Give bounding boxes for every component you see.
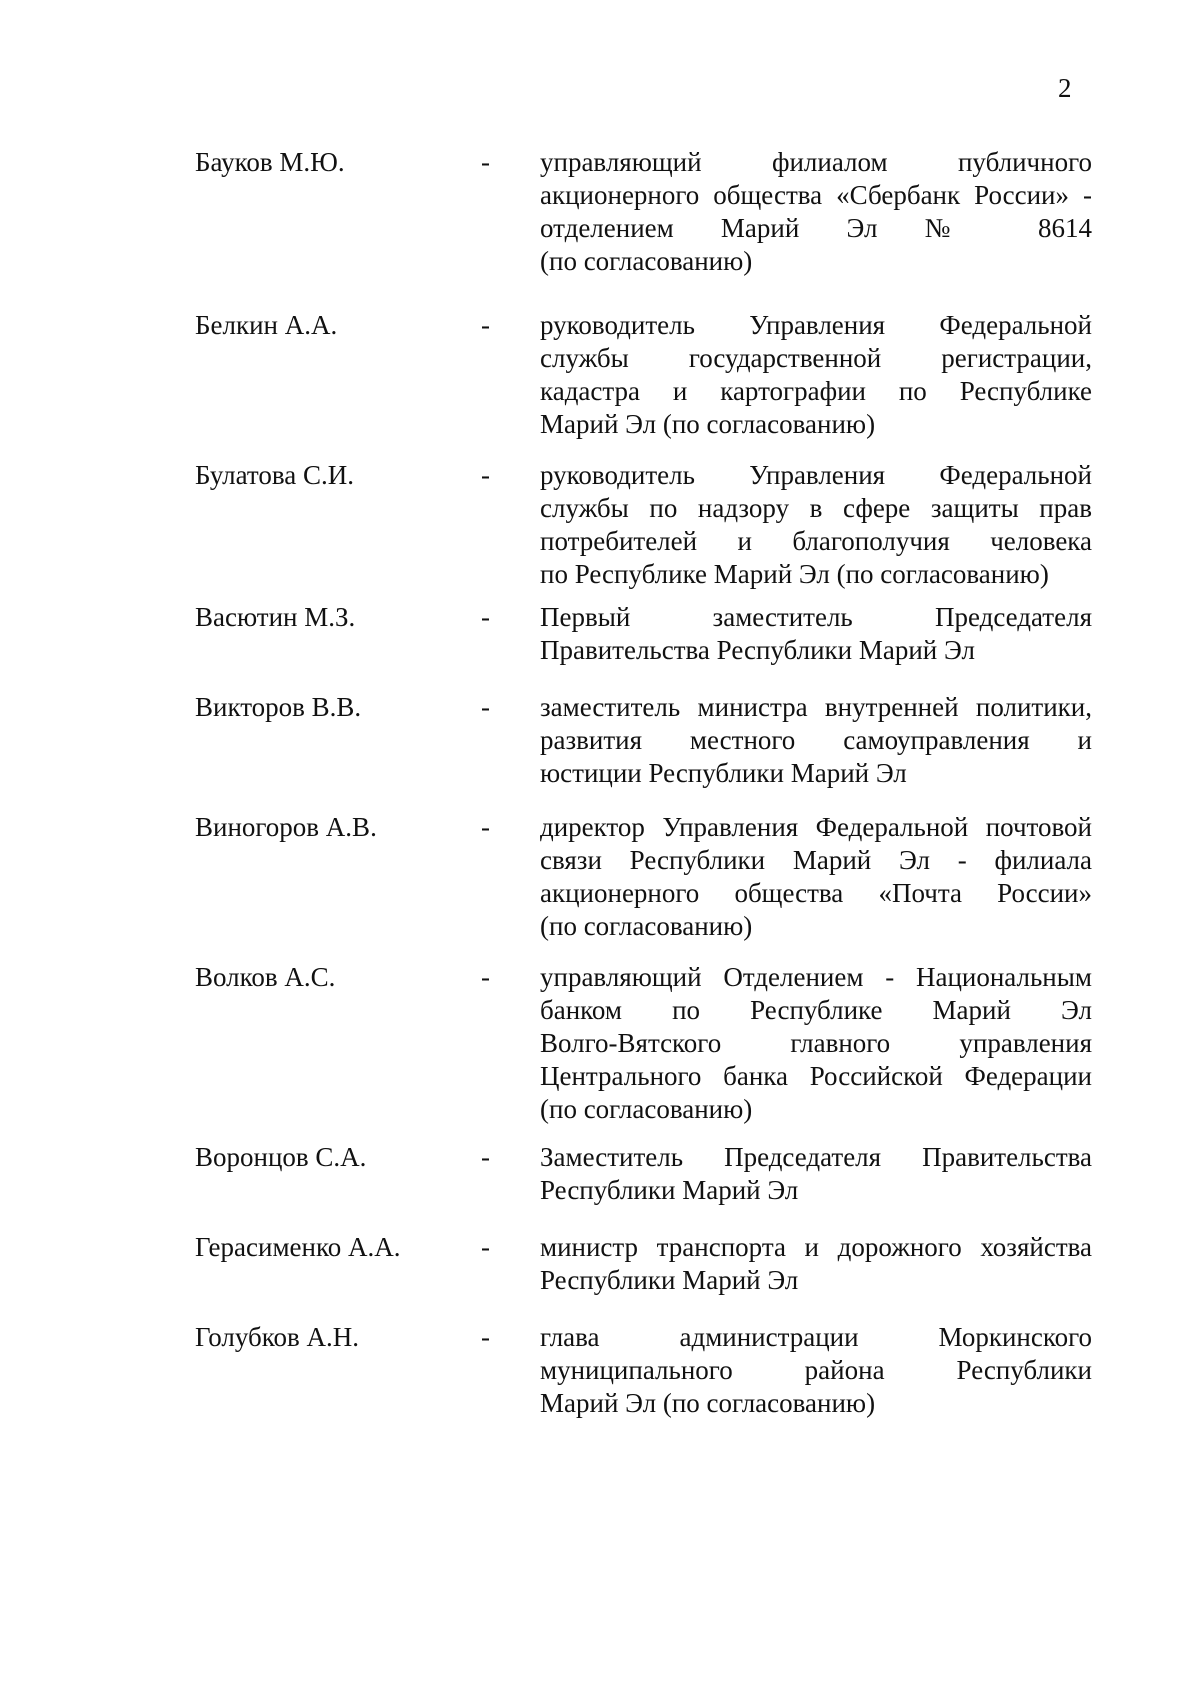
member-name: Воронцов С.А. — [195, 1142, 367, 1172]
position-line: банком по Республике Марий Эл — [540, 995, 1092, 1025]
separator-dash: - — [481, 812, 490, 842]
position-line: Заместитель Председателя Правительства — [540, 1142, 1092, 1172]
position-line: заместитель министра внутренней политики, — [540, 692, 1092, 722]
page-number: 2 — [1058, 73, 1072, 103]
member-position — [540, 1141, 1092, 1207]
separator-dash: - — [481, 147, 490, 177]
list-item — [0, 601, 1200, 665]
member-position — [540, 811, 1092, 943]
position-line: кадастра и картографии по Республике — [540, 376, 1092, 406]
position-line: службы государственной регистрации, — [540, 343, 1092, 373]
list-item — [0, 961, 1200, 1124]
member-name: Викторов В.В. — [195, 692, 362, 722]
position-line: Первый заместитель Председателя — [540, 602, 1092, 632]
position-line: Республики Марий Эл — [540, 1265, 799, 1295]
separator-dash: - — [481, 1232, 490, 1262]
separator-dash: - — [481, 692, 490, 722]
position-line: акционерного общества «Почта России» — [540, 878, 1092, 908]
position-line: директор Управления Федеральной почтовой — [540, 812, 1092, 842]
position-line: руководитель Управления Федеральной — [540, 310, 1092, 340]
separator-dash: - — [481, 1142, 490, 1172]
position-line: по Республике Марий Эл (по согласованию) — [540, 559, 1049, 589]
list-item — [0, 1321, 1200, 1418]
list-item — [0, 1141, 1200, 1205]
member-position — [540, 459, 1092, 591]
separator-dash: - — [481, 602, 490, 632]
member-name: Васютин М.З. — [195, 602, 356, 632]
member-position — [540, 691, 1092, 790]
position-line: управляющий Отделением - Национальным — [540, 962, 1092, 992]
position-line: Волго-Вятского главного управления — [540, 1028, 1092, 1058]
list-item — [0, 459, 1200, 589]
list-item — [0, 1231, 1200, 1295]
position-line: (по согласованию) — [540, 246, 753, 276]
member-position — [540, 601, 1092, 667]
member-name: Бауков М.Ю. — [195, 147, 345, 177]
position-line: связи Республики Марий Эл - филиала — [540, 845, 1092, 875]
position-line: отделением Марий Эл № 8614 — [540, 213, 1092, 243]
member-name: Голубков А.Н. — [195, 1322, 359, 1352]
position-line: развития местного самоуправления и — [540, 725, 1092, 755]
list-item — [0, 691, 1200, 788]
position-line: Правительства Республики Марий Эл — [540, 635, 975, 665]
position-line: потребителей и благополучия человека — [540, 526, 1092, 556]
list-item — [0, 811, 1200, 941]
list-item — [0, 309, 1200, 439]
position-line: министр транспорта и дорожного хозяйства — [540, 1232, 1092, 1262]
list-item — [0, 146, 1200, 276]
separator-dash: - — [481, 460, 490, 490]
position-line: Марий Эл (по согласованию) — [540, 1388, 876, 1418]
member-name: Виногоров А.В. — [195, 812, 377, 842]
member-name: Белкин А.А. — [195, 310, 338, 340]
position-line: (по согласованию) — [540, 1094, 753, 1124]
position-line: муниципального района Республики — [540, 1355, 1092, 1385]
separator-dash: - — [481, 310, 490, 340]
position-line: Республики Марий Эл — [540, 1175, 799, 1205]
member-name: Булатова С.И. — [195, 460, 354, 490]
position-line: (по согласованию) — [540, 911, 753, 941]
member-position — [540, 1231, 1092, 1297]
position-line: акционерного общества «Сбербанк России» - — [540, 180, 1092, 210]
position-line: глава администрации Моркинского — [540, 1322, 1092, 1352]
member-position — [540, 961, 1092, 1126]
separator-dash: - — [481, 962, 490, 992]
position-line: службы по надзору в сфере защиты прав — [540, 493, 1092, 523]
member-position — [540, 309, 1092, 441]
position-line: управляющий филиалом публичного — [540, 147, 1092, 177]
position-line: юстиции Республики Марий Эл — [540, 758, 907, 788]
separator-dash: - — [481, 1322, 490, 1352]
position-line: Марий Эл (по согласованию) — [540, 409, 876, 439]
member-name: Герасименко А.А. — [195, 1232, 401, 1262]
member-name: Волков А.С. — [195, 962, 336, 992]
member-position — [540, 1321, 1092, 1420]
position-line: Центрального банка Российской Федерации — [540, 1061, 1092, 1091]
member-position — [540, 146, 1092, 278]
position-line: руководитель Управления Федеральной — [540, 460, 1092, 490]
